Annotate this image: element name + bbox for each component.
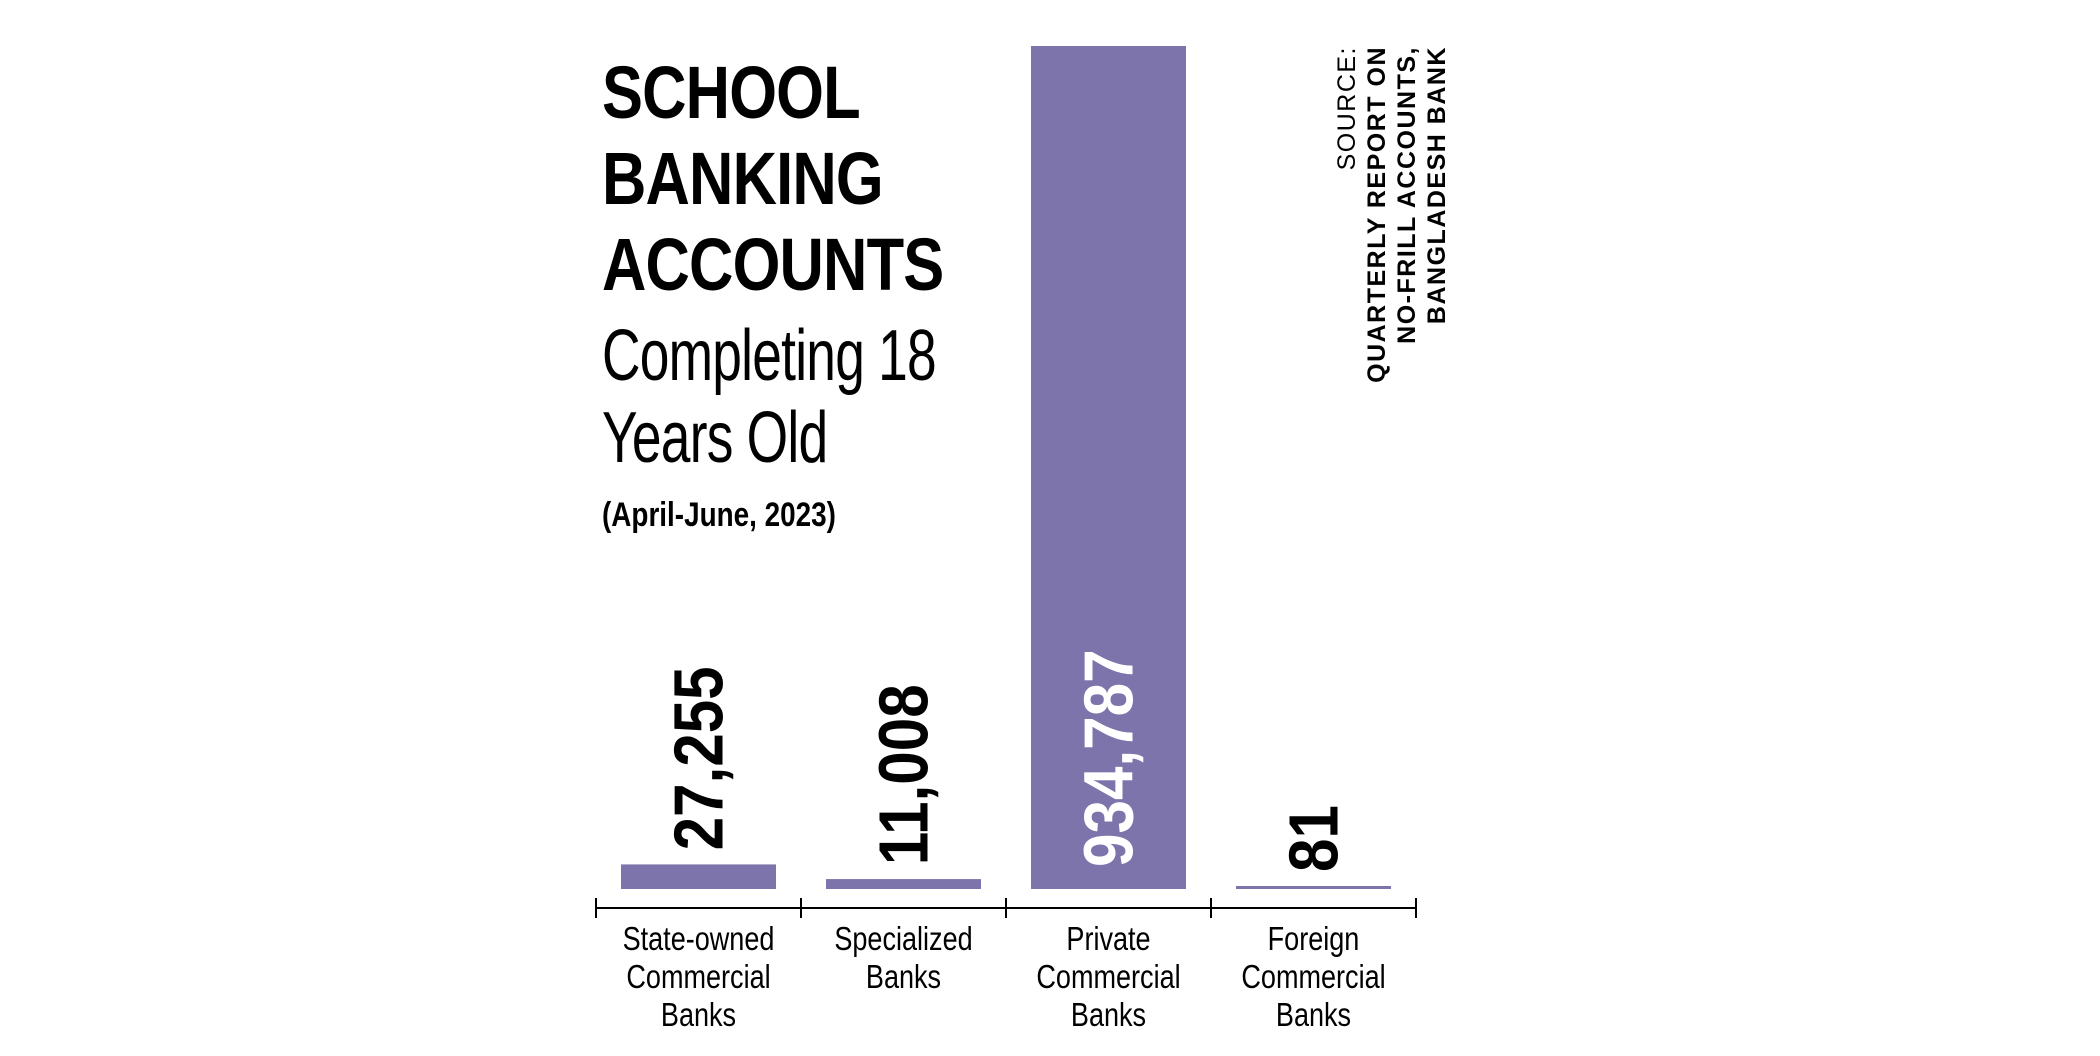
source-label: SOURCE: [1333, 46, 1361, 171]
category-label: Banks [865, 959, 942, 996]
bar-value-label: 11,008 [864, 684, 943, 866]
category-label: Commercial [1241, 959, 1386, 996]
category-label: Banks [1275, 997, 1352, 1034]
category-label: Private [1066, 921, 1151, 958]
title-line: ACCOUNTS [602, 223, 944, 306]
bar [826, 879, 981, 889]
bar-value-label: 81 [1274, 805, 1353, 872]
category-label: State-owned [622, 921, 775, 958]
source-line: QUARTERLY REPORT ON [1363, 46, 1391, 383]
chart-period: (April-June, 2023) [602, 496, 836, 534]
title-line: SCHOOL [602, 51, 860, 134]
subtitle-line: Completing 18 [602, 316, 936, 396]
subtitle-line: Years Old [602, 398, 828, 478]
bar [621, 864, 776, 889]
title-line: BANKING [602, 137, 883, 220]
bar-value-label: 27,255 [659, 666, 738, 851]
category-label: Commercial [1036, 959, 1181, 996]
category-label: Commercial [626, 959, 771, 996]
category-label: Banks [660, 997, 737, 1034]
category-label: Banks [1070, 997, 1147, 1034]
category-label: Specialized [834, 921, 973, 958]
bar [1236, 886, 1391, 889]
category-label: Foreign [1267, 921, 1360, 958]
source-line: NO-FRILL ACCOUNTS, [1393, 46, 1421, 344]
bar-value-label: 934,787 [1069, 649, 1148, 867]
source-line: BANGLADESH BANK [1423, 46, 1451, 325]
